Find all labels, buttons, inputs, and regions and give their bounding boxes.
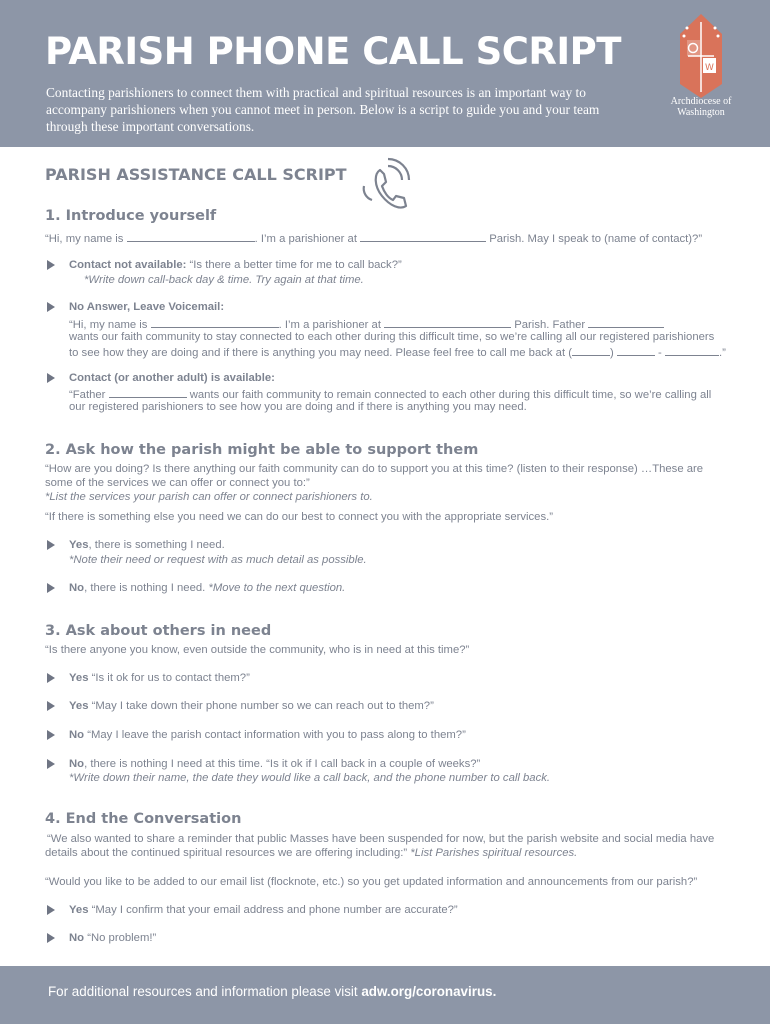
option-no bbox=[69, 581, 345, 595]
script-text: “Is there a better time for me to call back?” bbox=[186, 259, 402, 271]
footer-text bbox=[48, 984, 496, 999]
option-yes bbox=[69, 699, 434, 713]
page-title: PARISH PHONE CALL SCRIPT bbox=[45, 30, 622, 73]
bullet-arrow-icon bbox=[47, 583, 55, 593]
footer-link[interactable]: adw.org/coronavirus. bbox=[361, 984, 497, 999]
option-yes bbox=[69, 538, 225, 552]
option-label: Contact not available: bbox=[69, 259, 187, 271]
bullet-arrow-icon bbox=[47, 302, 55, 312]
option-label: No bbox=[69, 729, 85, 741]
logo-caption-line: Archdiocese of bbox=[670, 96, 732, 107]
intro-line: Contacting parishioners to connect them with practical and spiritual resources is an important way to bbox=[46, 85, 586, 100]
option-label: Yes bbox=[69, 672, 89, 684]
bullet-arrow-icon bbox=[47, 373, 55, 383]
script-text: “Hi, my name is bbox=[45, 233, 127, 245]
option-contact-not-available bbox=[69, 258, 402, 272]
script-text: “Hi, my name is bbox=[69, 319, 151, 331]
step-4-heading: 4. End the Conversation bbox=[45, 811, 242, 827]
script-text: details about the continued spiritual resources we are offering including:” bbox=[45, 847, 411, 859]
bullet-arrow-icon bbox=[47, 759, 55, 769]
blank-line bbox=[572, 344, 610, 356]
script-text: “Is there anyone you know, even outside the community, who is in need at this time?” bbox=[45, 644, 470, 656]
script-text: ) bbox=[610, 347, 617, 359]
script-text: , there is nothing I need. bbox=[84, 582, 209, 594]
intro-line: through these important conversations. bbox=[46, 119, 255, 134]
instruction-note: *Write down their name, the date they would like a call back, and the phone number to call back. bbox=[69, 772, 551, 784]
option-label: No bbox=[69, 932, 85, 944]
script-text: . I’m a parishioner at bbox=[254, 233, 361, 245]
option-label: Yes bbox=[69, 539, 89, 551]
instruction-note: *Note their need or request with as much detail as possible. bbox=[69, 554, 367, 566]
intro-text bbox=[46, 84, 626, 135]
voicemail-line: wants our faith community to stay connected to each other during this difficult time, so we’re calling all our registered parishioners bbox=[69, 331, 715, 343]
script-text: , there is something I need. bbox=[88, 539, 225, 551]
bullet-arrow-icon bbox=[47, 905, 55, 915]
option-label: No bbox=[69, 582, 85, 594]
script-text: “May I take down their phone number so we can reach out to them?” bbox=[88, 700, 434, 712]
blank-line bbox=[588, 316, 664, 328]
script-text: - bbox=[654, 347, 665, 359]
bullet-arrow-icon bbox=[47, 673, 55, 683]
step-1-heading: 1. Introduce yourself bbox=[45, 208, 217, 224]
option-no bbox=[69, 728, 466, 742]
blank-line bbox=[109, 386, 187, 398]
logo-caption-line: Washington bbox=[677, 107, 725, 118]
option-label: No Answer, Leave Voicemail: bbox=[69, 301, 225, 313]
blank-line bbox=[384, 316, 511, 328]
script-text: .” bbox=[718, 347, 726, 359]
script-text: “May I confirm that your email address and phone number are accurate?” bbox=[88, 904, 458, 916]
script-text bbox=[45, 846, 577, 860]
blank-line bbox=[127, 230, 255, 242]
bullet-arrow-icon bbox=[47, 730, 55, 740]
script-text: wants our faith community to remain connected to each other during this difficult time, so we’re calling all bbox=[186, 389, 712, 401]
bullet-arrow-icon bbox=[47, 540, 55, 550]
option-label: Contact (or another adult) is available: bbox=[69, 372, 275, 384]
instruction-note: *List Parishes spiritual resources. bbox=[410, 847, 578, 859]
instruction-note: *List the services your parish can offer or connect parishioners to. bbox=[45, 491, 373, 503]
script-text: . I’m a parishioner at bbox=[278, 319, 385, 331]
footer-label: For additional resources and information please visit bbox=[48, 984, 362, 999]
script-text: some of the services we can offer or connect you to:” bbox=[45, 477, 310, 489]
script-text: , there is nothing I need at this time. “Is it ok if I call back in a couple of weeks?” bbox=[84, 758, 481, 770]
bullet-arrow-icon bbox=[47, 933, 55, 943]
logo-caption bbox=[656, 96, 746, 118]
blank-line bbox=[151, 316, 279, 328]
option-no bbox=[69, 757, 480, 771]
script-text: “May I leave the parish contact information with you to pass along to them?” bbox=[84, 729, 466, 741]
blank-line bbox=[665, 344, 719, 356]
script-text: “We also wanted to share a reminder that public Masses have been suspended for now, but the parish website and social media have bbox=[47, 833, 715, 845]
bullet-arrow-icon bbox=[47, 701, 55, 711]
option-yes bbox=[69, 903, 458, 917]
option-label: Yes bbox=[69, 700, 89, 712]
contact-available-line: our registered parishioners to see how you are doing and if there is anything you may need. bbox=[69, 401, 527, 413]
script-text: to see how they are doing and if there is anything you may need. Please feel free to call me back at ( bbox=[69, 347, 573, 359]
step-1-intro bbox=[45, 230, 702, 246]
script-text: “Father bbox=[69, 389, 109, 401]
script-text: “How are you doing? Is there anything our faith community can do to support you at this time? (listen to their response) …These are bbox=[45, 463, 704, 475]
script-text: Parish. May I speak to (name of contact)?” bbox=[486, 233, 703, 245]
option-label: No bbox=[69, 758, 85, 770]
voicemail-line bbox=[69, 344, 726, 360]
instruction-note: *Move to the next question. bbox=[208, 582, 346, 594]
script-text: Parish. Father bbox=[511, 319, 589, 331]
option-no bbox=[69, 931, 156, 945]
script-text: “Would you like to be added to our email list (flocknote, etc.) so you get updated information and announcements from our parish?” bbox=[45, 876, 698, 888]
script-text: “No problem!” bbox=[84, 932, 157, 944]
section-title: PARISH ASSISTANCE CALL SCRIPT bbox=[45, 165, 347, 184]
script-text: “If there is something else you need we can do our best to connect you with the appropriate services.” bbox=[45, 511, 554, 523]
bullet-arrow-icon bbox=[47, 260, 55, 270]
step-3-heading: 3. Ask about others in need bbox=[45, 623, 272, 639]
step-2-heading: 2. Ask how the parish might be able to support them bbox=[45, 442, 479, 458]
blank-line bbox=[360, 230, 486, 242]
svg-text:W: W bbox=[705, 63, 714, 73]
option-label: Yes bbox=[69, 904, 89, 916]
script-text: “Is it ok for us to contact them?” bbox=[88, 672, 250, 684]
option-yes bbox=[69, 671, 250, 685]
intro-line: accompany parishioners when you cannot meet in person. Below is a script to guide you and your team bbox=[46, 102, 600, 117]
blank-line bbox=[617, 344, 655, 356]
instruction-note: *Write down call-back day & time. Try again at that time. bbox=[84, 274, 364, 286]
phone-icon bbox=[360, 156, 412, 212]
archdiocese-crest-logo bbox=[676, 14, 726, 98]
